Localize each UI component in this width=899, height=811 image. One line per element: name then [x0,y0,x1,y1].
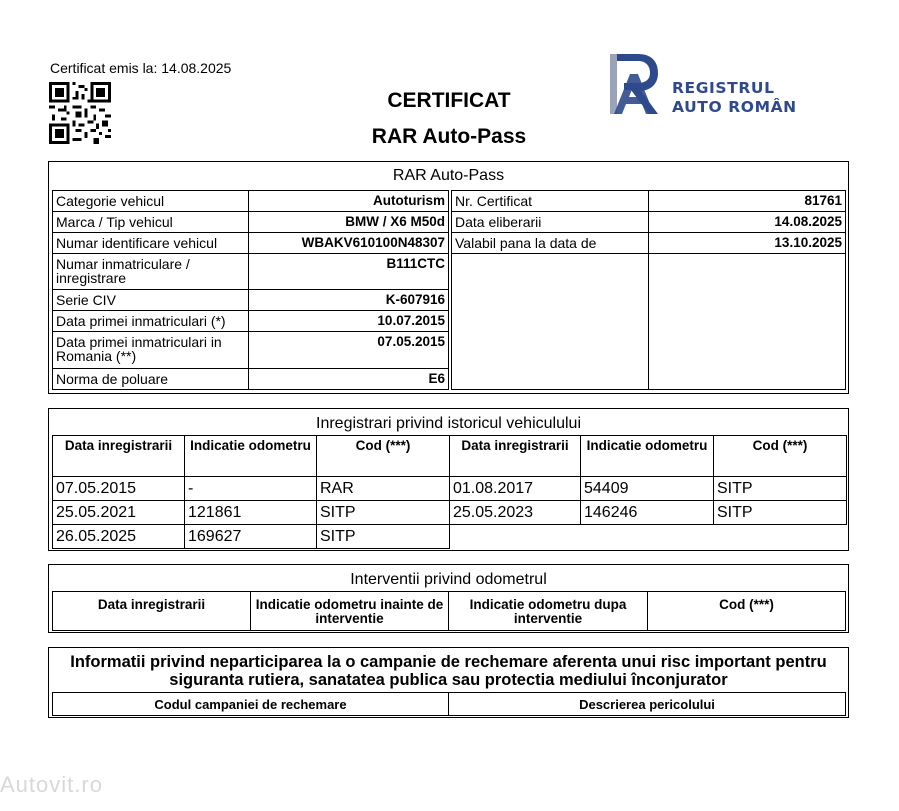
table-header-row [53,592,846,631]
table-row [53,477,847,501]
column-header: Indicatie odometru dupa interventie [449,592,648,631]
field-value: 10.07.2015 [249,311,449,332]
rar-logo-icon [608,52,668,116]
odometer-section-title: Interventii privind odometrul [350,571,547,588]
issue-date-text: Certificat emis la: 14.08.2025 [50,60,232,76]
vehicle-section-title: RAR Auto-Pass [392,167,505,184]
field-label: Norma de poluare [53,369,249,390]
column-header: Descrierea pericolului [449,693,846,716]
field-label: Valabil pana la data de [452,233,649,254]
table-row [53,525,847,549]
empty-cell [450,525,581,549]
table-cell: 146246 [581,501,714,525]
table-cell: RAR [317,477,450,501]
column-header: Data inregistrarii [53,592,251,631]
vehicle-details-table [52,190,449,390]
recall-section-title: Informatii privind neparticiparea la o campanie de rechemare aferenta unui risc important pentru siguranta rutiera, sanatatea publica sau protectia mediului înconjurator [70,653,827,689]
certificate-title: CERTIFICAT [387,89,511,112]
column-header: Indicatie odometru [581,436,714,477]
field-value: K-607916 [249,290,449,311]
table-row [53,191,449,212]
table-cell: 25.05.2021 [53,501,185,525]
field-value: 07.05.2015 [249,332,449,369]
table-cell: SITP [714,477,847,501]
history-table [52,435,847,549]
field-value: 13.10.2025 [649,233,846,254]
table-row [53,212,449,233]
table-row [452,254,846,390]
field-label: Data primei inmatriculari in Romania (**) [53,332,249,369]
table-header-row [53,436,847,477]
column-header: Data inregistrarii [450,436,581,477]
certificate-details-table [451,190,846,390]
field-value: E6 [249,369,449,390]
table-row [452,233,846,254]
table-row [53,501,847,525]
column-header: Cod (***) [648,592,846,631]
logo-text-line1: REGISTRUL [672,79,775,97]
certificate-subtitle: RAR Auto-Pass [371,125,527,148]
qr-code-icon [49,82,111,144]
table-cell: SITP [714,501,847,525]
field-value: Autoturism [249,191,449,212]
table-cell: 01.08.2017 [450,477,581,501]
empty-cell [452,254,649,390]
rar-logo [608,52,808,116]
odometer-table [52,591,846,631]
table-cell: 54409 [581,477,714,501]
field-label: Numar identificare vehicul [53,233,249,254]
table-cell: 25.05.2023 [450,501,581,525]
column-header: Data inregistrarii [53,436,185,477]
field-label: Serie CIV [53,290,249,311]
field-label: Data eliberarii [452,212,649,233]
column-header: Indicatie odometru inainte de interventie [251,592,449,631]
column-header: Indicatie odometru [185,436,317,477]
table-header-row [53,693,846,716]
field-value: WBAKV610100N48307 [249,233,449,254]
table-row [53,332,449,369]
recall-table [52,692,846,716]
table-row [53,369,449,390]
field-value: 81761 [649,191,846,212]
table-row [452,191,846,212]
table-row [53,311,449,332]
field-value: B111CTC [249,254,449,290]
field-value: BMW / X6 M50d [249,212,449,233]
empty-cell [714,525,847,549]
table-cell: SITP [317,525,450,549]
table-cell: - [185,477,317,501]
table-row [53,290,449,311]
field-label: Numar inmatriculare / inregistrare [53,254,249,290]
table-row [452,212,846,233]
table-cell: 121861 [185,501,317,525]
column-header: Cod (***) [714,436,847,477]
table-cell: 07.05.2015 [53,477,185,501]
column-header: Cod (***) [317,436,450,477]
field-value: 14.08.2025 [649,212,846,233]
table-cell: 26.05.2025 [53,525,185,549]
field-label: Marca / Tip vehicul [53,212,249,233]
empty-cell [649,254,846,390]
table-cell: SITP [317,501,450,525]
watermark-text: Autovit.ro [0,772,103,797]
empty-cell [581,525,714,549]
table-row [53,254,449,290]
table-row [53,233,449,254]
field-label: Nr. Certificat [452,191,649,212]
table-cell: 169627 [185,525,317,549]
field-label: Categorie vehicul [53,191,249,212]
logo-text-line2: AUTO ROMÂN [672,98,797,116]
column-header: Codul campaniei de rechemare [53,693,449,716]
history-section-title: Inregistrari privind istoricul vehiculului [316,415,581,432]
field-label: Data primei inmatriculari (*) [53,311,249,332]
